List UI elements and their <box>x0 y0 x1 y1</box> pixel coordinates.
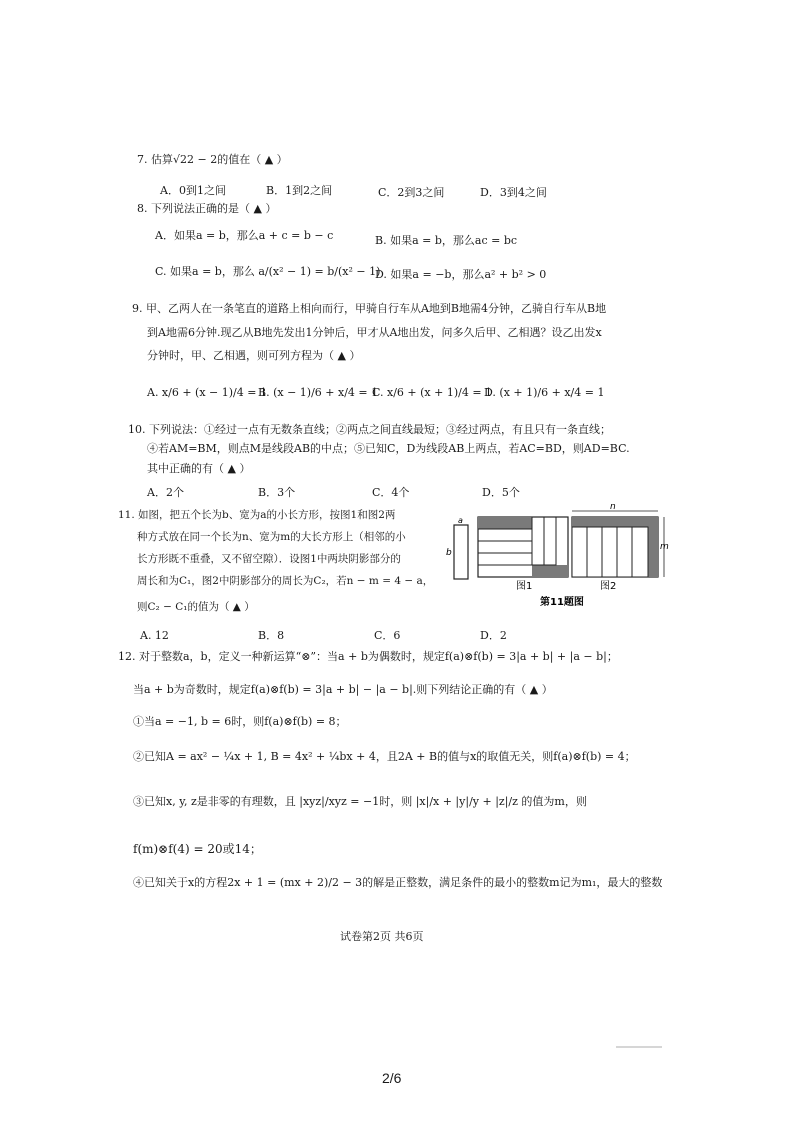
q11-option-a: A. 12 <box>140 629 169 642</box>
q12-item-3b: f(m)⊗f(4) = 20或14； <box>133 842 262 856</box>
figure-1 <box>478 517 568 577</box>
q9-option-b: B. (x − 1)/6 + x/4 = 1 <box>258 386 379 399</box>
q9-line-3: 分钟时，甲、乙相遇，则可列方程为（ ▲ ） <box>147 349 361 362</box>
q10-line-1: 10. 下列说法：①经过一点有无数条直线；②两点之间直线最短；③经过两点，有且只有一条直线； <box>128 423 611 436</box>
q11-line-4: 周长和为C₁，图2中阴影部分的周长为C₂，若n − m = 4 − a， <box>137 575 434 587</box>
page-number: 2/6 <box>382 1070 402 1086</box>
q10-option-c: C．4个 <box>372 486 410 499</box>
label-n: n <box>610 502 616 512</box>
q11-option-b: B．8 <box>258 629 285 642</box>
q12-item-1: ①当a = −1, b = 6时，则f(a)⊗f(b) = 8； <box>133 715 347 728</box>
q8-option-a: A．如果a = b，那么a + c = b − c <box>155 229 334 242</box>
q9-option-d: D. (x + 1)/6 + x/4 = 1 <box>484 386 605 399</box>
q8-stem: 8. 下列说法正确的是（ ▲ ） <box>137 202 277 215</box>
q8-option-c: C. 如果a = b，那么 a/(x² − 1) = b/(x² − 1) <box>155 265 381 278</box>
fig1-label: 图1 <box>516 581 533 592</box>
q10-option-a: A．2个 <box>147 486 184 499</box>
q8-option-b: B. 如果a = b，那么ac = bc <box>375 234 518 247</box>
q11-figure <box>448 503 678 613</box>
q10-option-b: B．3个 <box>258 486 296 499</box>
q11-line-1: 11. 如图，把五个长为b、宽为a的小长方形，按图1和图2两 <box>118 509 396 521</box>
q7-stem: 7. 估算√22 − 2的值在（ ▲ ） <box>137 153 288 166</box>
q7-option-a: A．0到1之间 <box>160 184 226 197</box>
q12-item-4: ④已知关于x的方程2x + 1 = (mx + 2)/2 − 3的解是正整数，满足条件的最小的整数m记为m₁，最大的整数 <box>133 876 663 889</box>
q7-option-b: B．1到2之间 <box>266 184 333 197</box>
label-m: m <box>660 542 669 552</box>
q9-line-1: 9. 甲、乙两人在一条笔直的道路上相向而行，甲骑自行车从A地到B地需4分钟，乙骑自行车从B地 <box>132 302 607 315</box>
q11-option-c: C．6 <box>374 629 401 642</box>
q10-option-d: D．5个 <box>482 486 520 499</box>
fig-caption: 第11题图 <box>540 597 584 608</box>
figure-2 <box>572 502 669 577</box>
footer-mark <box>616 1046 662 1048</box>
q9-line-2: 到A地需6分钟.现乙从B地先发出1分钟后，甲才从A地出发，问多久后甲、乙相遇？设乙出发x <box>147 326 602 339</box>
q9-option-c: C. x/6 + (x + 1)/4 = 1 <box>372 386 493 399</box>
q10-line-2: ④若AM=BM，则点M是线段AB的中点；⑤已知C，D为线段AB上两点，若AC=BD，则AD=BC. <box>147 442 630 455</box>
label-b: b <box>446 548 452 558</box>
q12-line-2: 当a + b为奇数时，规定f(a)⊗f(b) = 3|a + b| − |a − b|.则下列结论正确的有（ ▲ ） <box>133 683 553 696</box>
q12-line-1: 12. 对于整数a，b，定义一种新运算“⊗”：当a + b为偶数时，规定f(a)⊗f(b) = 3|a + b| + |a − b|； <box>118 650 618 663</box>
q11-line-5: 则C₂ − C₁的值为（ ▲ ） <box>137 601 255 613</box>
q10-line-3: 其中正确的有（ ▲ ） <box>147 462 251 475</box>
q7-option-d: D．3到4之间 <box>480 186 547 199</box>
q7-option-c: C．2到3之间 <box>378 186 445 199</box>
fig2-label: 图2 <box>600 581 617 592</box>
q11-line-3: 长方形既不重叠，又不留空隙）．设图1中两块阴影部分的 <box>137 553 401 565</box>
small-rectangle <box>454 525 468 579</box>
page-footer: 试卷第2页 共6页 <box>340 930 424 943</box>
fig1-shaded-bottom <box>532 565 568 577</box>
q8-option-d: D. 如果a = −b，那么a² + b² > 0 <box>375 268 547 281</box>
fig2-shaded-right <box>648 517 658 577</box>
q12-item-2: ②已知A = ax² − ¼x + 1, B = 4x² + ¼bx + 4，且2A + B的值与x的取值无关，则f(a)⊗f(b) = 4； <box>133 750 636 763</box>
fig1-shaded-top <box>478 517 532 529</box>
q11-option-d: D．2 <box>480 629 507 642</box>
q12-item-3: ③已知x, y, z是非零的有理数，且 |xyz|/xyz = −1时，则 |x|/x + |y|/y + |z|/z 的值为m，则 <box>133 795 587 808</box>
label-a: a <box>458 516 463 525</box>
q9-option-a: A. x/6 + (x − 1)/4 = 1 <box>147 386 267 399</box>
fig2-shaded-top <box>572 517 658 527</box>
q11-line-2: 种方式放在同一个长为n、宽为m的大长方形上（相邻的小 <box>137 531 406 543</box>
